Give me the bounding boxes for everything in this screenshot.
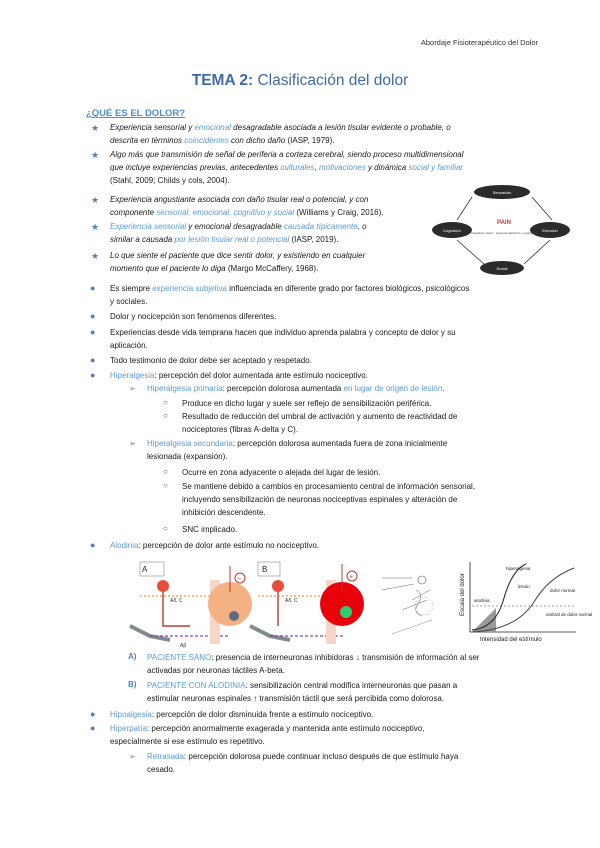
graph-x-label: Intensidad del estímulo — [480, 637, 542, 643]
title-prefix: TEMA 2: — [191, 72, 254, 89]
svg-text:dolor normal: dolor normal — [550, 588, 576, 593]
bullet-icon: ● — [90, 709, 96, 719]
star-icon: ★ — [91, 150, 100, 160]
svg-text:−: − — [237, 576, 242, 583]
hiperpatia-retrasada: Retrasada: percepción dolorosa puede continuar incluso después de que estímulo haya cesado. — [147, 752, 459, 775]
definition-3: Experiencia angustiante asociada con daño tisular real o potencial, y con componente sensorial, emocional, cognitivo y social (Williams y Craig, 2016). — [110, 195, 384, 218]
bullet-icon: ● — [90, 370, 96, 380]
circle-bullet-icon: ○ — [163, 467, 168, 476]
svg-text:lesión: lesión — [518, 584, 530, 589]
svg-text:alodinia: alodinia — [474, 598, 490, 603]
bullet-icon: ● — [90, 540, 96, 550]
definition-2: Algo más que transmisión de señal de periferia a corteza cerebral, siendo proceso multidimensional que incluye experiencias previas, antecedentes culturales, motivaciones y dinámica social y familiar (Stahl, 2009; Childs y cols, 2004). — [110, 150, 464, 186]
panel-b-label: B — [262, 565, 268, 574]
secundaria-detail-1: Ocurre en zona adyacente o alejada del lugar de lesión. — [182, 468, 381, 477]
secundaria-detail-2: Se mantiene debido a cambios en procesamiento central de información sensorial, incluyendo sensibilización de neuronas nociceptivas espinales y alteración de inhibición descendente. — [182, 482, 476, 518]
svg-text:Sensación: Sensación — [492, 190, 512, 195]
pain-label: PAIN — [497, 220, 511, 226]
secundaria-detail-3: SNC implicado. — [182, 525, 238, 534]
arrow-bullet-icon: ➢ — [129, 384, 136, 393]
hiperalgesia-primaria: Hiperalgesia primaria: percepción dolorosa aumentada en lugar de origen de lesión. — [147, 384, 445, 393]
primaria-detail-1: Produce en dicho lugar y suele ser reflejo de sensibilización periférica. — [182, 399, 432, 408]
definition-4: Experiencia sensorial y emocional desagradable causada típicamente, o similar a causada por lesión tisular real o potencial (IASP, 2019). — [110, 222, 367, 245]
item-b-alodinia: PACIENTE CON ALODINIA: sensibilización central modifica interneuronas que pasan a estimular neuronas espinales ↑ transmisión táctil que será percibida como dolorosa. — [147, 681, 458, 704]
pain-threshold-graph — [456, 558, 593, 644]
nociceptor-b — [272, 580, 284, 592]
svg-text:hiperalgesia: hiperalgesia — [506, 566, 531, 571]
title-text: Clasificación del dolor — [257, 72, 409, 89]
panel-a-label: A — [142, 565, 148, 574]
bullet-hiperalgesia: Hiperalgesia: percepción del dolor aumentada ante estímulo nociceptivo. — [110, 371, 368, 380]
svg-text:Aδ, C: Aδ, C — [170, 598, 183, 604]
bullet-hipoalgesia: Hipoalgesia: percepción de dolor disminuida frente a estímulo nociceptivo. — [110, 710, 374, 719]
bullet-experiences: Experiencias desde vida temprana hacen que individuo aprenda palabra y concepto de dolor y su aplicación. — [110, 328, 456, 351]
nociceptor-a — [157, 580, 169, 592]
svg-text:umbral de dolor normal: umbral de dolor normal — [546, 612, 593, 617]
svg-text:+: + — [349, 574, 354, 581]
bullet-icon: ● — [90, 355, 96, 365]
alodinia-neuron-figure — [130, 556, 370, 648]
hiperalgesia-secundaria: Hiperalgesia secundaria: percepción dolorosa aumentada fuera de zona inicialmente lesionada (expansión). — [147, 439, 448, 462]
svg-text:Emoción: Emoción — [542, 228, 558, 233]
bullet-alodinia: Alodinia: percepción de dolor ante estímulo no nociceptivo. — [110, 541, 320, 550]
primaria-detail-2: Resultado de reducción del umbral de activación y aumento de reactividad de nociceptores (fibras A-delta y C). — [182, 412, 458, 435]
item-a-healthy: PACIENTE SANO: presencia de interneuronas inhibidoras ↓ transmisión de información al ser activadas por neuronas táctiles A-beta. — [147, 653, 480, 676]
item-b-marker: B) — [128, 680, 137, 689]
bullet-subjective: Es siempre experiencia subjetiva influenciada en diferente grado por factores biológicos, psicológicos y sociales. — [110, 284, 470, 307]
star-icon: ★ — [91, 222, 100, 232]
circle-bullet-icon: ○ — [163, 411, 168, 420]
bullet-hiperpatia: Hiperpatía: percepción anormalmente exagerada y mantenida ante estímulo nociceptivo, especialmente si ese estímulo es repetitivo. — [110, 724, 425, 747]
bullet-icon: ● — [90, 723, 96, 733]
sensitization-sketch — [372, 560, 452, 644]
svg-text:Social: Social — [496, 266, 508, 271]
star-icon: ★ — [91, 251, 100, 261]
bullet-icon: ● — [90, 283, 96, 293]
section-heading: ¿QUÉ ES EL DOLOR? — [86, 108, 186, 119]
definition-5: Lo que siente el paciente que dice sentir dolor, y existiendo en cualquier momento que el paciente lo diga (Margo McCaffery, 1968). — [110, 251, 366, 274]
bullet-icon: ● — [90, 311, 96, 321]
item-a-marker: A) — [128, 652, 137, 661]
circle-bullet-icon: ○ — [163, 481, 168, 490]
svg-text:Aδ, C: Aδ, C — [285, 598, 298, 604]
bullet-nociception: Dolor y nocicepción son fenómenos diferentes. — [110, 312, 277, 321]
circle-bullet-icon: ○ — [163, 398, 168, 407]
arrow-bullet-icon: ➢ — [129, 752, 136, 761]
definition-1: Experiencia sensorial y emocional desagradable asociada a lesión tisular evidente o probable, o descrita en términos coincidentes con dicho daño (IASP, 1979). — [110, 123, 451, 146]
pain-caption: Ansiedad y dolor · aspectos afectivos y cognitivos — [470, 231, 538, 235]
arrow-bullet-icon: ➢ — [129, 439, 136, 448]
pain-diagram — [432, 182, 570, 278]
running-header: Abordaje Fisioterapéutico del Dolor — [420, 38, 538, 47]
graph-y-label: Escala del dolor — [460, 573, 466, 616]
star-icon: ★ — [91, 123, 100, 133]
bullet-icon: ● — [90, 327, 96, 337]
bullet-testimony: Todo testimonio de dolor debe ser aceptado y respetado. — [110, 356, 312, 365]
star-icon: ★ — [91, 195, 100, 205]
circle-bullet-icon: ○ — [163, 524, 168, 533]
svg-text:Aβ: Aβ — [180, 643, 187, 649]
page-title — [0, 72, 600, 90]
svg-text:Cognición: Cognición — [443, 228, 461, 233]
